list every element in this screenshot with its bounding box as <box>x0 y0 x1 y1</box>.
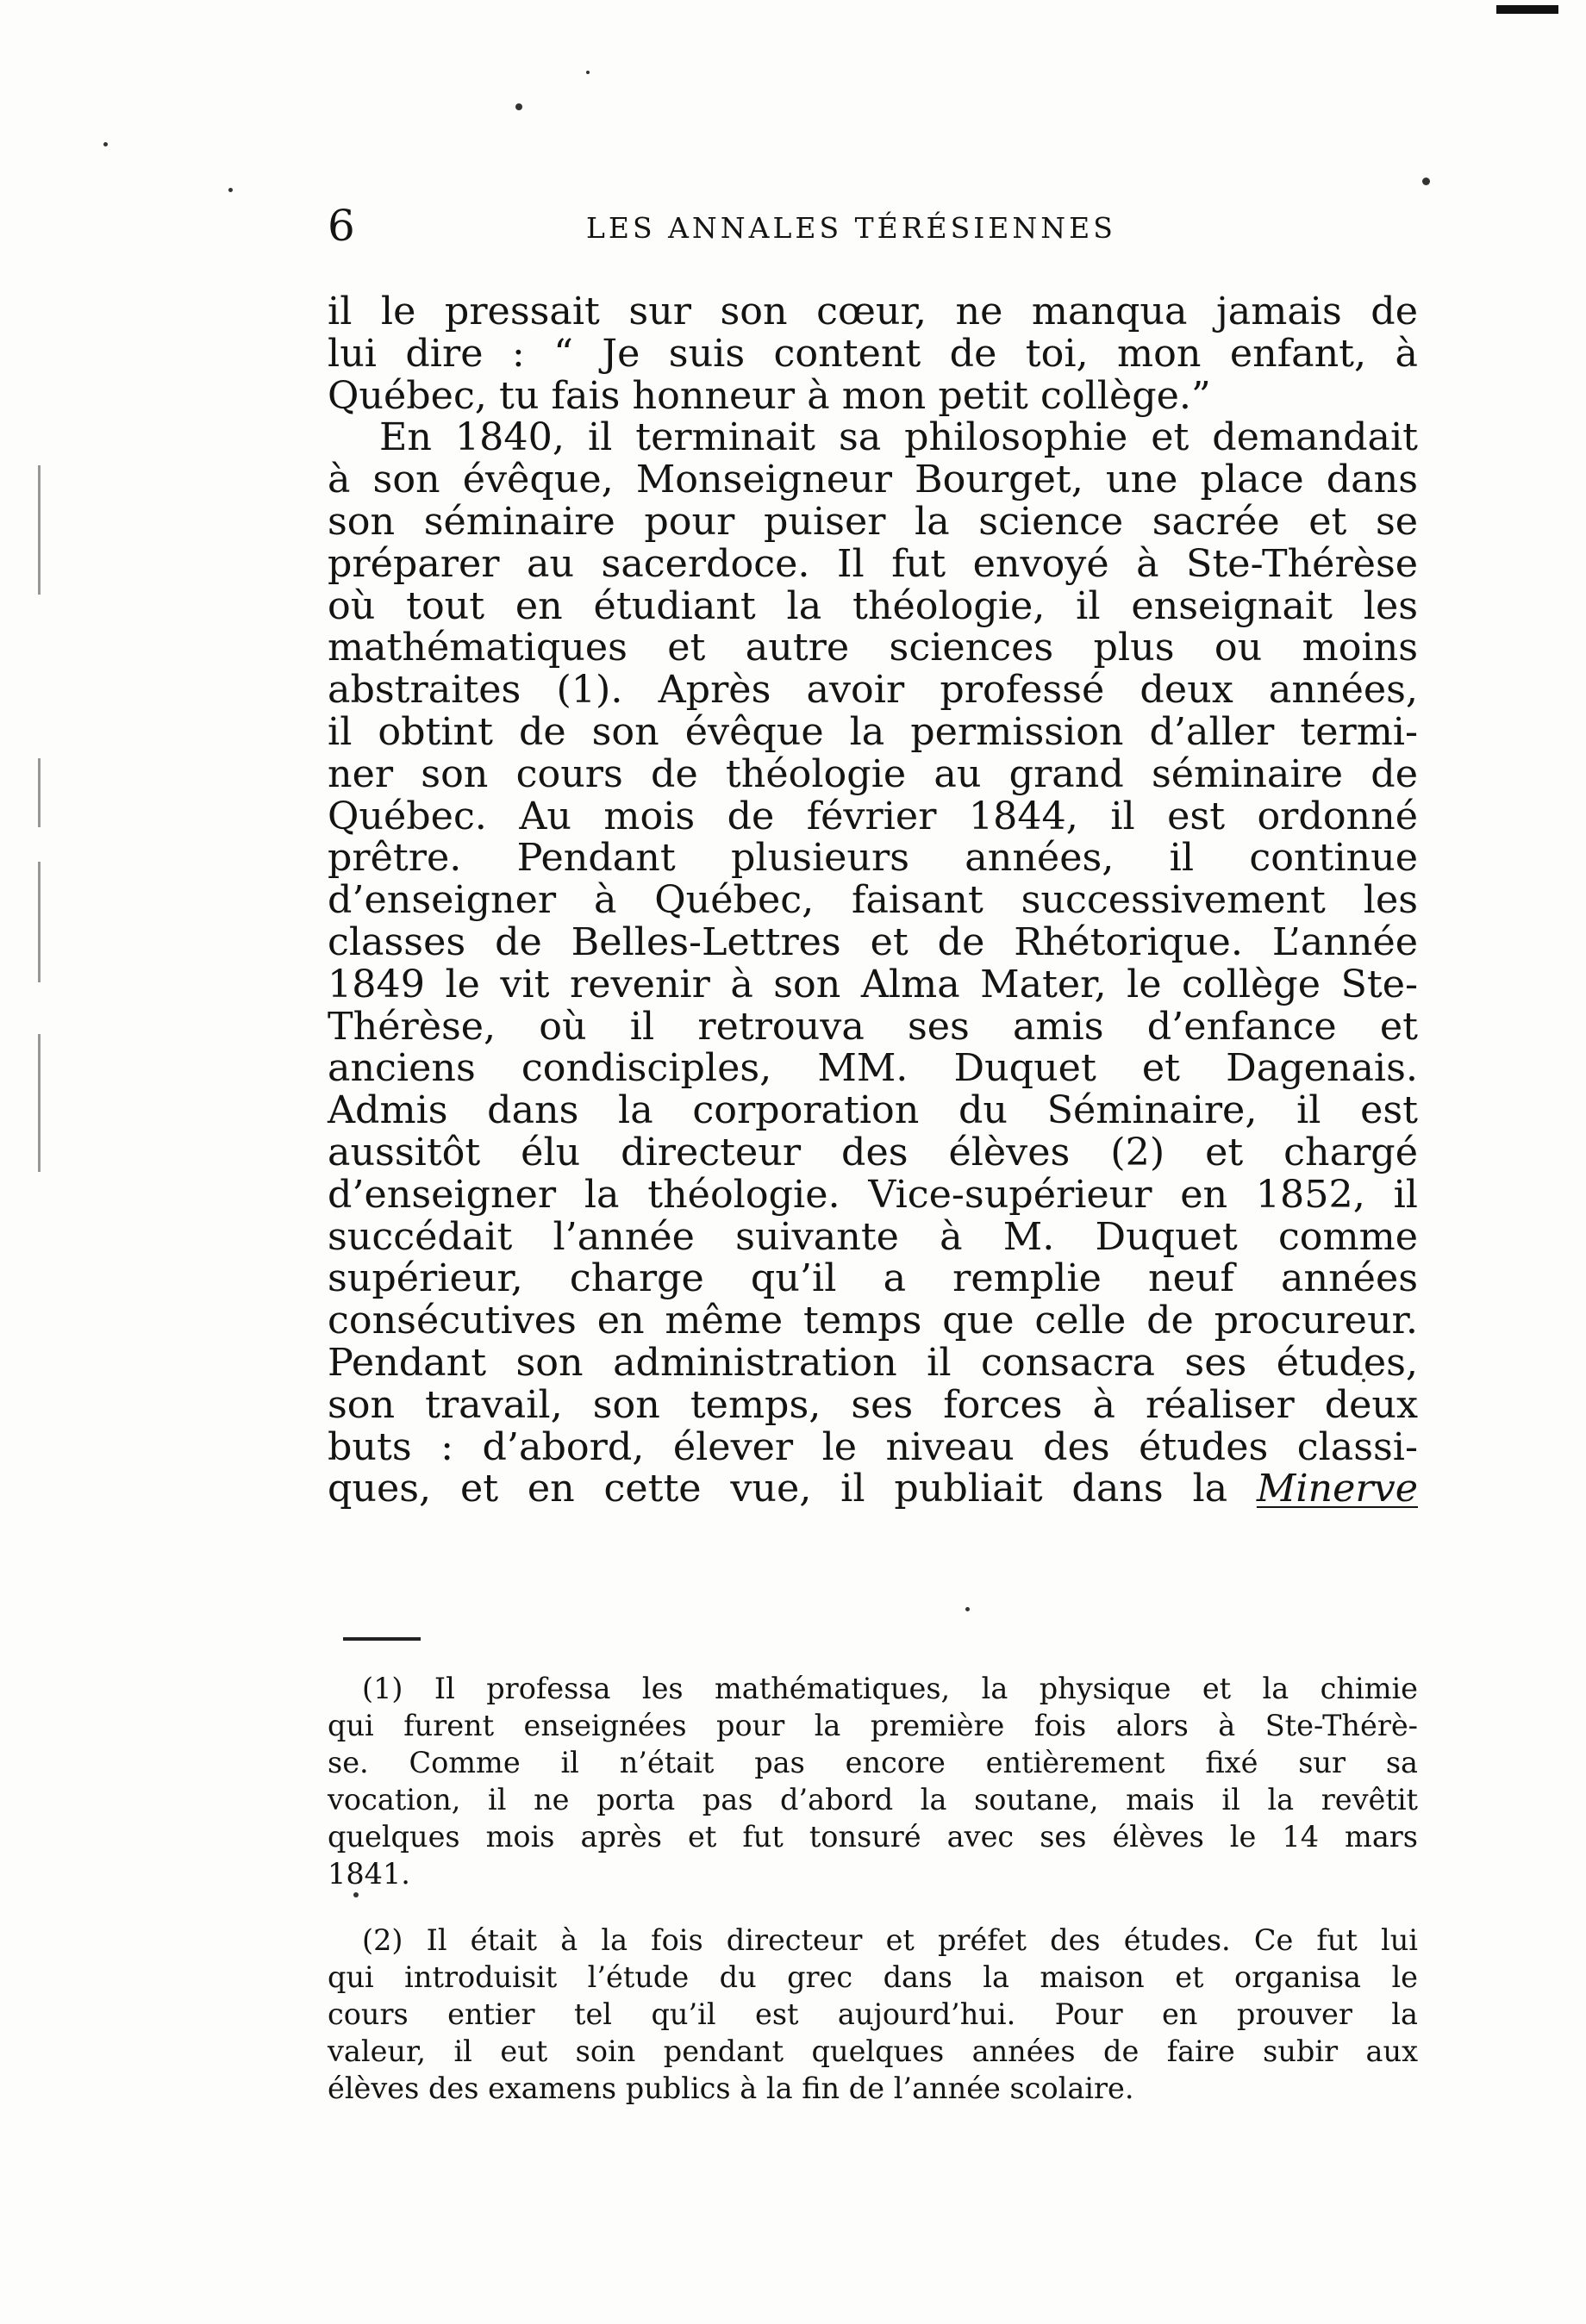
footnote-line: vocation, il ne porta pas d’abord la soutane, mais il la revêtit <box>328 1783 1418 1816</box>
text-line: préparer au sacerdoce. Il fut envoyé à Ste-Thérèse <box>328 541 1418 586</box>
text-line: abstraites (1). Après avoir professé deux années, <box>328 668 1418 713</box>
footnote-line: se. Comme il n’était pas encore entièrement fixé sur sa <box>328 1746 1418 1779</box>
footnote-line: 1841. <box>328 1857 410 1891</box>
dust-speck <box>515 103 522 110</box>
text-line: son séminaire pour puiser la science sacrée et se <box>328 499 1418 544</box>
text-line: Thérèse, où il retrouva ses amis d’enfance et <box>328 1004 1418 1049</box>
text-line: prêtre. Pendant plusieurs années, il continue <box>328 836 1418 881</box>
footnote-line: (1) Il professa les mathématiques, la physique et la chimie <box>362 1672 1418 1705</box>
text-line: En 1840, il terminait sa philosophie et demandait <box>379 415 1418 460</box>
scanner-mark <box>1496 5 1558 14</box>
footnote-line: qui introduisit l’étude du grec dans la maison et organisa le <box>328 1960 1418 1994</box>
binding-edge-mark <box>38 862 41 982</box>
text-line: Pendant son administration il consacra ses études, <box>328 1340 1418 1385</box>
text-line: où tout en étudiant la théologie, il enseignait les <box>328 583 1418 628</box>
footnote-line: qui furent enseignées pour la première fois alors à Ste-Thérè- <box>328 1709 1418 1742</box>
footnote-line: (2) Il était à la fois directeur et préfet des études. Ce fut lui <box>362 1923 1418 1957</box>
main-text <box>328 291 1418 1511</box>
text-line: anciens condisciples, MM. Duquet et Dagenais. <box>328 1046 1418 1091</box>
text-line-last <box>328 1468 1418 1511</box>
text-line: d’enseigner la théologie. Vice-supérieur en 1852, il <box>328 1172 1418 1217</box>
footnote-line: cours entier tel qu’il est aujourd’hui. Pour en prouver la <box>328 1997 1418 2031</box>
text-line: classes de Belles-Lettres et de Rhétorique. L’année <box>328 919 1418 964</box>
page-number: 6 <box>328 201 355 251</box>
binding-edge-mark <box>38 1034 41 1172</box>
text-line: Québec, tu fais honneur à mon petit collège.” <box>328 373 1211 418</box>
dust-speck <box>353 1892 359 1897</box>
binding-edge-mark <box>38 758 41 827</box>
footnote-1 <box>328 1670 1418 1892</box>
dust-speck <box>965 1607 970 1611</box>
text-line: supérieur, charge qu’il a remplie neuf années <box>328 1256 1418 1301</box>
running-title: LES ANNALES TÉRÉSIENNES <box>586 211 1116 245</box>
text-line: aussitôt élu directeur des élèves (2) et chargé <box>328 1130 1418 1174</box>
dust-speck <box>228 188 233 192</box>
text-line: consécutives en même temps que celle de procureur. <box>328 1299 1418 1343</box>
text-line: à son évêque, Monseigneur Bourget, une place dans <box>328 458 1418 502</box>
text-line: Québec. Au mois de février 1844, il est ordonné <box>328 794 1418 838</box>
italic-title-minerve: Minerve <box>1256 1467 1418 1511</box>
binding-edge-mark <box>38 465 41 595</box>
footnote-line: valeur, il eut soin pendant quelques années de faire subir aux <box>328 2034 1418 2068</box>
footnote-2 <box>328 1922 1418 2107</box>
text-line: Admis dans la corporation du Séminaire, il est <box>328 1088 1418 1133</box>
text-line: ner son cours de théologie au grand séminaire de <box>328 751 1418 796</box>
footnote-rule <box>343 1637 421 1641</box>
text-line: succédait l’année suivante à M. Duquet comme <box>328 1214 1418 1259</box>
text-line: 1849 le vit revenir à son Alma Mater, le collège Ste- <box>328 962 1418 1006</box>
text-line: il le pressait sur son cœur, ne manqua jamais de <box>328 290 1418 333</box>
text-line-last-start: ques, et en cette vue, il publiait dans la <box>328 1467 1228 1511</box>
text-line: lui dire : “ Je suis content de toi, mon enfant, à <box>328 331 1418 376</box>
text-line: buts : d’abord, élever le niveau des études classi- <box>328 1424 1418 1469</box>
dust-speck <box>103 142 108 146</box>
footnote-line: quelques mois après et fut tonsuré avec ses élèves le 14 mars <box>328 1820 1418 1854</box>
text-line: son travail, son temps, ses forces à réaliser deux <box>328 1382 1418 1427</box>
footnote-line: élèves des examens publics à la fin de l’année scolaire. <box>328 2072 1134 2105</box>
text-line: mathématiques et autre sciences plus ou moins <box>328 626 1418 670</box>
dust-speck <box>586 71 590 74</box>
page-header <box>328 200 1422 252</box>
text-line: il obtint de son évêque la permission d’aller termi- <box>328 709 1418 754</box>
text-line: d’enseigner à Québec, faisant successivement les <box>328 878 1418 923</box>
dust-speck <box>1422 178 1430 185</box>
